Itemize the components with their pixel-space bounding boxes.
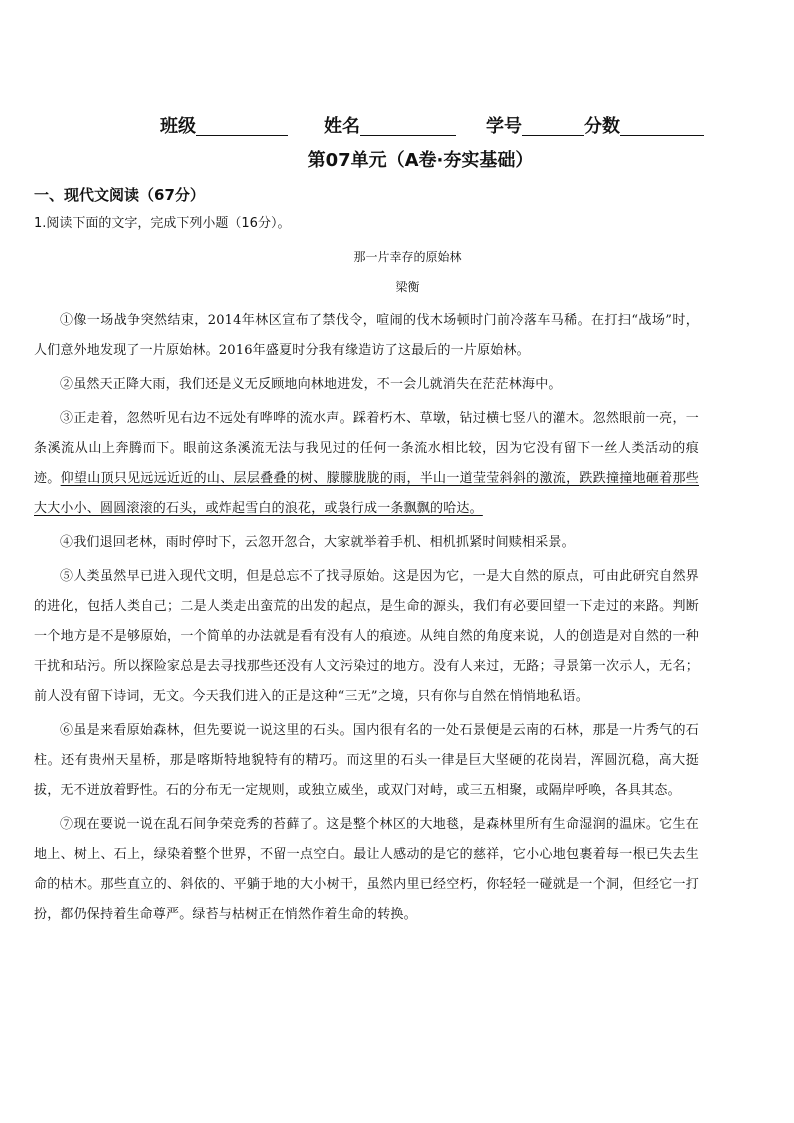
class-label: 班级 — [160, 116, 196, 137]
paragraph-7: ⑦现在要说一说在乱石间争荣竞秀的苔藓了。这是整个林区的大地毯，是森林里所有生命湿润的温床。它生在地上、树上、石上，绿染着整个世界，不留一点空白。最让人感动的是它的慈祥，它小心地包裹着每一根已失去生命的枯木。那些直立的、斜依的、平躺于地的大小树干，虽然内里已经空朽，你轻轻一碰就是一个洞，但经它一打扮，都仍保持着生命尊严。绿苔与枯树正在悄然作着生命的转换。 — [34, 817, 699, 922]
student-info-header — [94, 98, 719, 138]
paragraph-3-text: ③正走着，忽然听见右边不远处有哗哗的流水声。踩着朽木、草墩，钻过横七竖八的灌木。忽然眼前一亮，一条溪流从山上奔腾而下。眼前这条溪流无法与我见过的任何一条流水相比较，因为它没有留下一丝人类活动的痕迹。 — [34, 411, 699, 486]
article-body — [34, 306, 699, 930]
class-blank[interactable] — [196, 113, 288, 136]
student-id-field — [486, 112, 584, 138]
paragraph-4: ④我们退回老林，雨时停时下，云忽开忽合，大家就举着手机、相机抓紧时间赎相采景。 — [60, 535, 575, 550]
paragraph-2: ②虽然天正降大雨，我们还是义无反顾地向林地进发，不一会儿就消失在茫茫林海中。 — [60, 377, 562, 392]
underlined-passage: 仰望山顶只见远远近近的山、层层叠叠的树、朦朦胧胧的雨，半山一道莹莹斜斜的激流，跌跌撞撞地砸着那些大大小小、圆圆滚滚的石头，或炸起雪白的浪花，或袅行成一条飘飘的哈达。 — [34, 471, 699, 516]
score-label: 分数 — [584, 116, 620, 137]
student-id-label: 学号 — [486, 116, 522, 137]
paragraph-5: ⑤人类虽然早已进入现代文明，但是总忘不了找寻原始。这是因为它，一是大自然的原点，可由此研究自然界的进化，包括人类自己；二是人类走出蛮荒的出发的起点，是生命的源头，我们有必要回望一下走过的来路。判断一个地方是不是够原始，一个简单的办法就是看有没有人的痕迹。从纯自然的角度来说，人的创造是对自然的一种干扰和玷污。所以探险家总是去寻找那些还没有人文污染过的地方。没有人来过，无路；寻景第一次示人，无名；前人没有留下诗词，无文。今天我们进入的正是这种“三无”之境，只有你与自然在悄悄地私语。 — [34, 569, 699, 704]
article-title: 那一片幸存的原始林 — [353, 250, 462, 264]
name-blank[interactable] — [360, 113, 456, 136]
student-id-blank[interactable] — [522, 113, 584, 136]
question-prompt: 1.阅读下面的文字，完成下列小题（16分）。 — [34, 216, 291, 231]
name-label: 姓名 — [324, 116, 360, 137]
article-author: 梁衡 — [395, 280, 420, 294]
class-field — [160, 112, 324, 138]
paragraph-1: ①像一场战争突然结束，2014年林区宣布了禁伐令，喧闹的伐木场顿时门前冷落车马稀。在打扫“战场”时，人们意外地发现了一片原始林。2016年盛夏时分我有缘造访了这最后的一片原始林。 — [34, 313, 699, 358]
name-field — [324, 112, 486, 138]
score-field — [584, 112, 704, 138]
paragraph-3 — [34, 404, 699, 524]
score-blank[interactable] — [620, 113, 704, 136]
unit-title: 第07单元（A卷·夯实基础） — [307, 150, 534, 171]
paragraph-6: ⑥虽是来看原始森林，但先要说一说这里的石头。国内很有名的一处石景便是云南的石林，那是一片秀气的石柱。还有贵州天星桥，那是喀斯特地貌特有的精巧。而这里的石头一律是巨大坚硬的花岗岩，浑圆沉稳，高大挺拔，无不迸放着野性。石的分布无一定规则，或独立威坐，或双门对峙，或三五相聚，或隔岸呼唤，各具其态。 — [34, 723, 699, 798]
section-title: 一、现代文阅读（67分） — [34, 186, 205, 204]
